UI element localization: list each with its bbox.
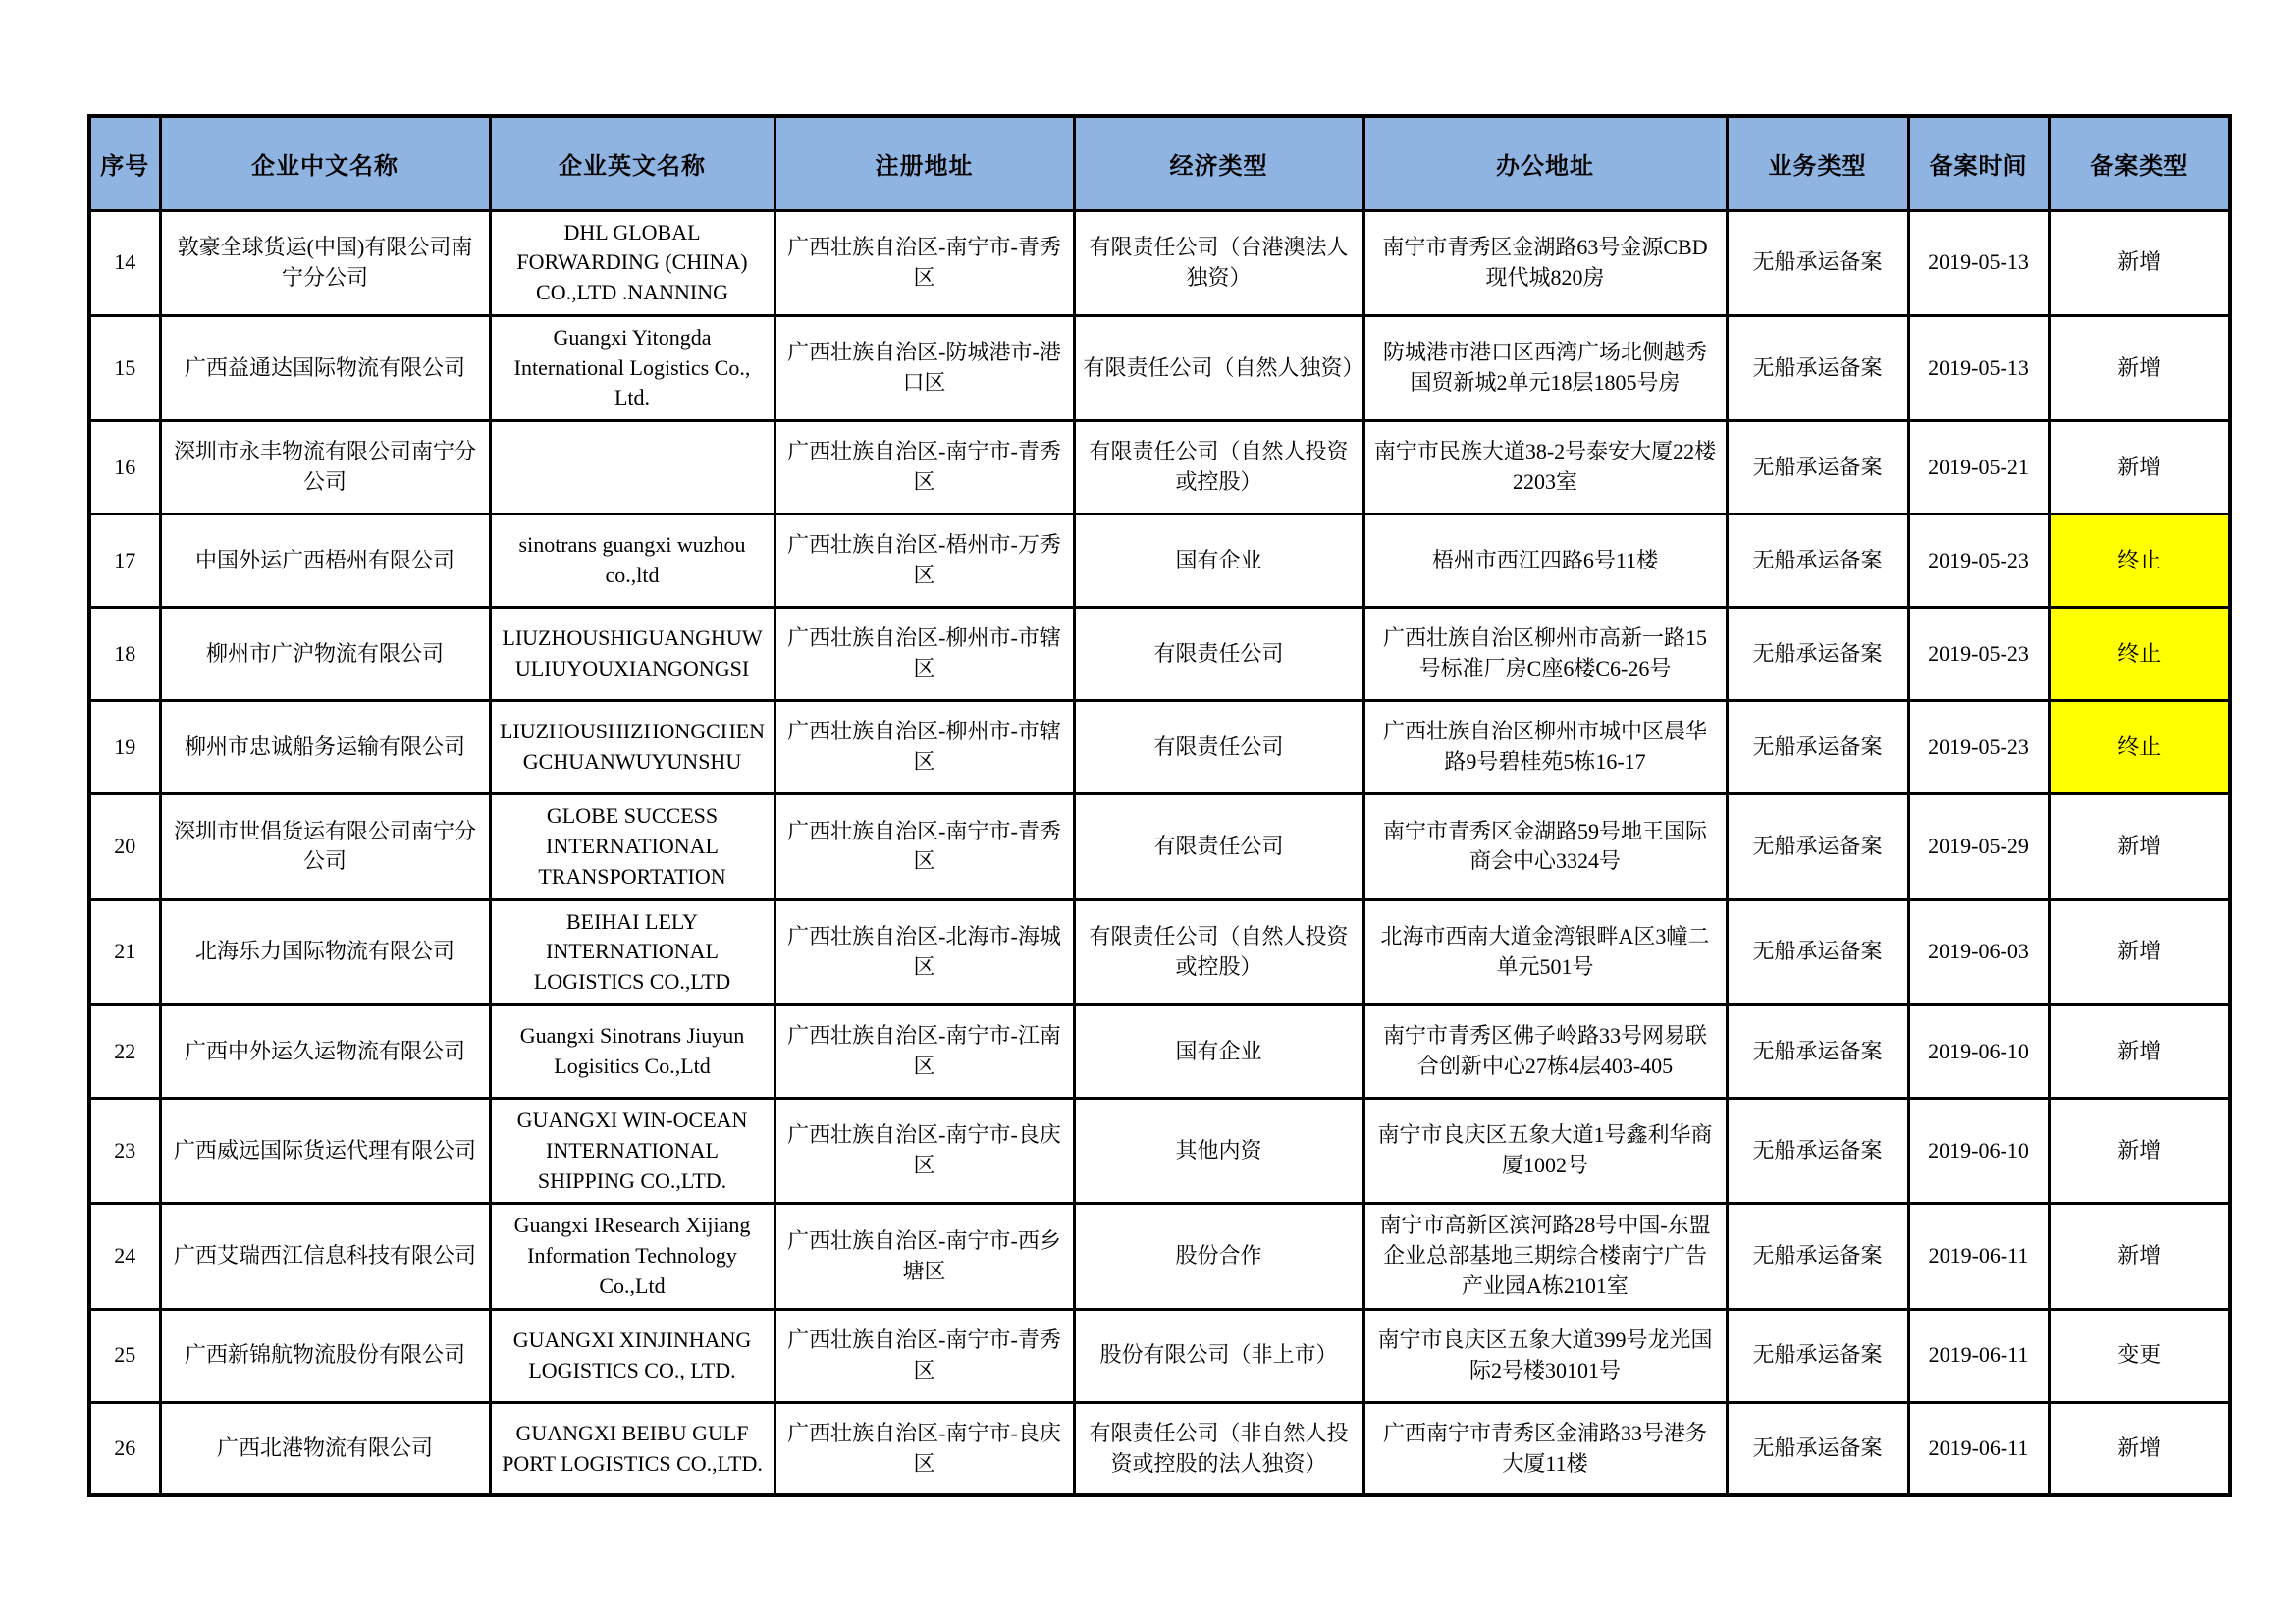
table-row xyxy=(89,514,2230,608)
cell-economic-type: 有限责任公司（自然人投资或控股） xyxy=(1074,899,1363,1004)
cell-company-cn: 柳州市忠诚船务运输有限公司 xyxy=(160,701,490,794)
table-row xyxy=(89,1402,2230,1495)
cell-company-en: Guangxi Yitongda International Logistics Co., Ltd. xyxy=(490,315,774,420)
cell-filing-date: 2019-05-23 xyxy=(1908,514,2049,608)
cell-business-type: 无船承运备案 xyxy=(1727,701,1908,794)
cell-office-address: 南宁市青秀区佛子岭路33号网易联合创新中心27栋4层403-405 xyxy=(1363,1005,1727,1099)
cell-company-en: Guangxi IResearch Xijiang Information Technology Co.,Ltd xyxy=(490,1204,774,1309)
col-header-business-type: 业务类型 xyxy=(1727,116,1908,210)
header-row xyxy=(89,116,2230,210)
table-row xyxy=(89,794,2230,899)
cell-company-cn: 深圳市永丰物流有限公司南宁分公司 xyxy=(160,421,490,514)
cell-reg-address: 广西壮族自治区-南宁市-青秀区 xyxy=(774,210,1074,315)
table-row xyxy=(89,608,2230,701)
cell-company-cn: 广西威远国际货运代理有限公司 xyxy=(160,1099,490,1204)
cell-business-type: 无船承运备案 xyxy=(1727,794,1908,899)
cell-filing-date: 2019-05-23 xyxy=(1908,701,2049,794)
col-header-filing-type: 备案类型 xyxy=(2049,116,2230,210)
cell-reg-address: 广西壮族自治区-梧州市-万秀区 xyxy=(774,514,1074,608)
cell-company-en: BEIHAI LELY INTERNATIONAL LOGISTICS CO.,LTD xyxy=(490,899,774,1004)
cell-company-cn: 柳州市广沪物流有限公司 xyxy=(160,608,490,701)
cell-economic-type: 有限责任公司（非自然人投资或控股的法人独资） xyxy=(1074,1402,1363,1495)
cell-economic-type: 其他内资 xyxy=(1074,1099,1363,1204)
cell-business-type: 无船承运备案 xyxy=(1727,1005,1908,1099)
cell-business-type: 无船承运备案 xyxy=(1727,421,1908,514)
cell-business-type: 无船承运备案 xyxy=(1727,315,1908,420)
cell-company-cn: 广西益通达国际物流有限公司 xyxy=(160,315,490,420)
cell-office-address: 南宁市高新区滨河路28号中国-东盟企业总部基地三期综合楼南宁广告产业园A栋2101室 xyxy=(1363,1204,1727,1309)
cell-filing-type: 终止 xyxy=(2049,701,2230,794)
cell-company-cn: 广西艾瑞西江信息科技有限公司 xyxy=(160,1204,490,1309)
cell-business-type: 无船承运备案 xyxy=(1727,1204,1908,1309)
cell-economic-type: 有限责任公司 xyxy=(1074,701,1363,794)
cell-reg-address: 广西壮族自治区-南宁市-良庆区 xyxy=(774,1099,1074,1204)
cell-filing-date: 2019-05-13 xyxy=(1908,315,2049,420)
cell-company-cn: 广西北港物流有限公司 xyxy=(160,1402,490,1495)
cell-business-type: 无船承运备案 xyxy=(1727,608,1908,701)
cell-seq: 21 xyxy=(89,899,160,1004)
cell-filing-type: 新增 xyxy=(2049,315,2230,420)
cell-economic-type: 有限责任公司（自然人投资或控股） xyxy=(1074,421,1363,514)
cell-office-address: 南宁市青秀区金湖路63号金源CBD现代城820房 xyxy=(1363,210,1727,315)
cell-economic-type: 国有企业 xyxy=(1074,1005,1363,1099)
cell-filing-date: 2019-05-29 xyxy=(1908,794,2049,899)
cell-company-en: Guangxi Sinotrans Jiuyun Logisitics Co.,Ltd xyxy=(490,1005,774,1099)
cell-office-address: 南宁市良庆区五象大道1号鑫利华商厦1002号 xyxy=(1363,1099,1727,1204)
cell-economic-type: 有限责任公司（自然人独资） xyxy=(1074,315,1363,420)
col-header-office-address: 办公地址 xyxy=(1363,116,1727,210)
cell-reg-address: 广西壮族自治区-柳州市-市辖区 xyxy=(774,608,1074,701)
cell-reg-address: 广西壮族自治区-南宁市-青秀区 xyxy=(774,794,1074,899)
cell-filing-date: 2019-06-03 xyxy=(1908,899,2049,1004)
cell-economic-type: 股份合作 xyxy=(1074,1204,1363,1309)
cell-economic-type: 股份有限公司（非上市） xyxy=(1074,1309,1363,1402)
cell-reg-address: 广西壮族自治区-南宁市-江南区 xyxy=(774,1005,1074,1099)
cell-economic-type: 有限责任公司（台港澳法人独资） xyxy=(1074,210,1363,315)
cell-company-cn: 北海乐力国际物流有限公司 xyxy=(160,899,490,1004)
cell-business-type: 无船承运备案 xyxy=(1727,514,1908,608)
table-row xyxy=(89,1099,2230,1204)
col-header-company-en: 企业英文名称 xyxy=(490,116,774,210)
table-row xyxy=(89,210,2230,315)
cell-company-en: DHL GLOBAL FORWARDING (CHINA) CO.,LTD .NANNING xyxy=(490,210,774,315)
cell-filing-date: 2019-06-10 xyxy=(1908,1005,2049,1099)
cell-reg-address: 广西壮族自治区-南宁市-青秀区 xyxy=(774,421,1074,514)
cell-office-address: 南宁市民族大道38-2号泰安大厦22楼2203室 xyxy=(1363,421,1727,514)
cell-economic-type: 有限责任公司 xyxy=(1074,794,1363,899)
cell-filing-type: 新增 xyxy=(2049,1204,2230,1309)
table-row xyxy=(89,1309,2230,1402)
cell-office-address: 南宁市良庆区五象大道399号龙光国际2号楼30101号 xyxy=(1363,1309,1727,1402)
cell-filing-type: 新增 xyxy=(2049,210,2230,315)
cell-filing-type: 新增 xyxy=(2049,1402,2230,1495)
cell-seq: 18 xyxy=(89,608,160,701)
table-row xyxy=(89,421,2230,514)
cell-reg-address: 广西壮族自治区-南宁市-西乡塘区 xyxy=(774,1204,1074,1309)
col-header-reg-address: 注册地址 xyxy=(774,116,1074,210)
cell-office-address: 广西南宁市青秀区金浦路33号港务大厦11楼 xyxy=(1363,1402,1727,1495)
cell-company-cn: 深圳市世倡货运有限公司南宁分公司 xyxy=(160,794,490,899)
cell-seq: 25 xyxy=(89,1309,160,1402)
table-header xyxy=(89,116,2230,210)
table-row xyxy=(89,701,2230,794)
cell-filing-date: 2019-06-11 xyxy=(1908,1204,2049,1309)
cell-company-en: GUANGXI BEIBU GULF PORT LOGISTICS CO.,LTD. xyxy=(490,1402,774,1495)
cell-seq: 19 xyxy=(89,701,160,794)
cell-office-address: 广西壮族自治区柳州市城中区晨华路9号碧桂苑5栋16-17 xyxy=(1363,701,1727,794)
col-header-company-cn: 企业中文名称 xyxy=(160,116,490,210)
cell-seq: 16 xyxy=(89,421,160,514)
cell-office-address: 南宁市青秀区金湖路59号地王国际商会中心3324号 xyxy=(1363,794,1727,899)
cell-company-en: LIUZHOUSHIGUANGHUWULIUYOUXIANGONGSI xyxy=(490,608,774,701)
cell-reg-address: 广西壮族自治区-南宁市-良庆区 xyxy=(774,1402,1074,1495)
cell-company-en: GLOBE SUCCESS INTERNATIONAL TRANSPORTATION xyxy=(490,794,774,899)
cell-business-type: 无船承运备案 xyxy=(1727,1309,1908,1402)
cell-reg-address: 广西壮族自治区-柳州市-市辖区 xyxy=(774,701,1074,794)
cell-company-en xyxy=(490,421,774,514)
cell-reg-address: 广西壮族自治区-南宁市-青秀区 xyxy=(774,1309,1074,1402)
cell-filing-type: 新增 xyxy=(2049,899,2230,1004)
cell-company-en: LIUZHOUSHIZHONGCHENGCHUANWUYUNSHU xyxy=(490,701,774,794)
col-header-filing-date: 备案时间 xyxy=(1908,116,2049,210)
cell-filing-date: 2019-05-23 xyxy=(1908,608,2049,701)
cell-company-cn: 敦豪全球货运(中国)有限公司南宁分公司 xyxy=(160,210,490,315)
cell-filing-date: 2019-06-10 xyxy=(1908,1099,2049,1204)
cell-filing-date: 2019-05-13 xyxy=(1908,210,2049,315)
cell-seq: 15 xyxy=(89,315,160,420)
table-body xyxy=(89,210,2230,1495)
table-row xyxy=(89,899,2230,1004)
cell-filing-date: 2019-05-21 xyxy=(1908,421,2049,514)
cell-company-en: GUANGXI XINJINHANG LOGISTICS CO., LTD. xyxy=(490,1309,774,1402)
cell-filing-type: 终止 xyxy=(2049,514,2230,608)
cell-company-en: GUANGXI WIN-OCEAN INTERNATIONAL SHIPPING CO.,LTD. xyxy=(490,1099,774,1204)
cell-filing-date: 2019-06-11 xyxy=(1908,1402,2049,1495)
cell-seq: 24 xyxy=(89,1204,160,1309)
cell-reg-address: 广西壮族自治区-北海市-海城区 xyxy=(774,899,1074,1004)
cell-company-cn: 广西中外运久运物流有限公司 xyxy=(160,1005,490,1099)
cell-economic-type: 有限责任公司 xyxy=(1074,608,1363,701)
cell-business-type: 无船承运备案 xyxy=(1727,210,1908,315)
cell-filing-type: 新增 xyxy=(2049,794,2230,899)
cell-company-cn: 广西新锦航物流股份有限公司 xyxy=(160,1309,490,1402)
cell-office-address: 北海市西南大道金湾银畔A区3幢二单元501号 xyxy=(1363,899,1727,1004)
cell-seq: 22 xyxy=(89,1005,160,1099)
cell-filing-type: 新增 xyxy=(2049,421,2230,514)
cell-economic-type: 国有企业 xyxy=(1074,514,1363,608)
cell-reg-address: 广西壮族自治区-防城港市-港口区 xyxy=(774,315,1074,420)
col-header-economic-type: 经济类型 xyxy=(1074,116,1363,210)
col-header-seq: 序号 xyxy=(89,116,160,210)
cell-company-en: sinotrans guangxi wuzhou co.,ltd xyxy=(490,514,774,608)
cell-filing-type: 新增 xyxy=(2049,1099,2230,1204)
cell-seq: 20 xyxy=(89,794,160,899)
table-row xyxy=(89,1204,2230,1309)
cell-filing-type: 新增 xyxy=(2049,1005,2230,1099)
cell-filing-type: 变更 xyxy=(2049,1309,2230,1402)
cell-seq: 26 xyxy=(89,1402,160,1495)
cell-seq: 14 xyxy=(89,210,160,315)
cell-filing-type: 终止 xyxy=(2049,608,2230,701)
cell-office-address: 广西壮族自治区柳州市高新一路15号标准厂房C座6楼C6-26号 xyxy=(1363,608,1727,701)
cell-business-type: 无船承运备案 xyxy=(1727,899,1908,1004)
cell-business-type: 无船承运备案 xyxy=(1727,1099,1908,1204)
table-row xyxy=(89,1005,2230,1099)
company-filing-table xyxy=(87,114,2232,1497)
cell-office-address: 防城港市港口区西湾广场北侧越秀国贸新城2单元18层1805号房 xyxy=(1363,315,1727,420)
cell-filing-date: 2019-06-11 xyxy=(1908,1309,2049,1402)
cell-seq: 23 xyxy=(89,1099,160,1204)
cell-seq: 17 xyxy=(89,514,160,608)
table-row xyxy=(89,315,2230,420)
cell-business-type: 无船承运备案 xyxy=(1727,1402,1908,1495)
cell-company-cn: 中国外运广西梧州有限公司 xyxy=(160,514,490,608)
cell-office-address: 梧州市西江四路6号11楼 xyxy=(1363,514,1727,608)
